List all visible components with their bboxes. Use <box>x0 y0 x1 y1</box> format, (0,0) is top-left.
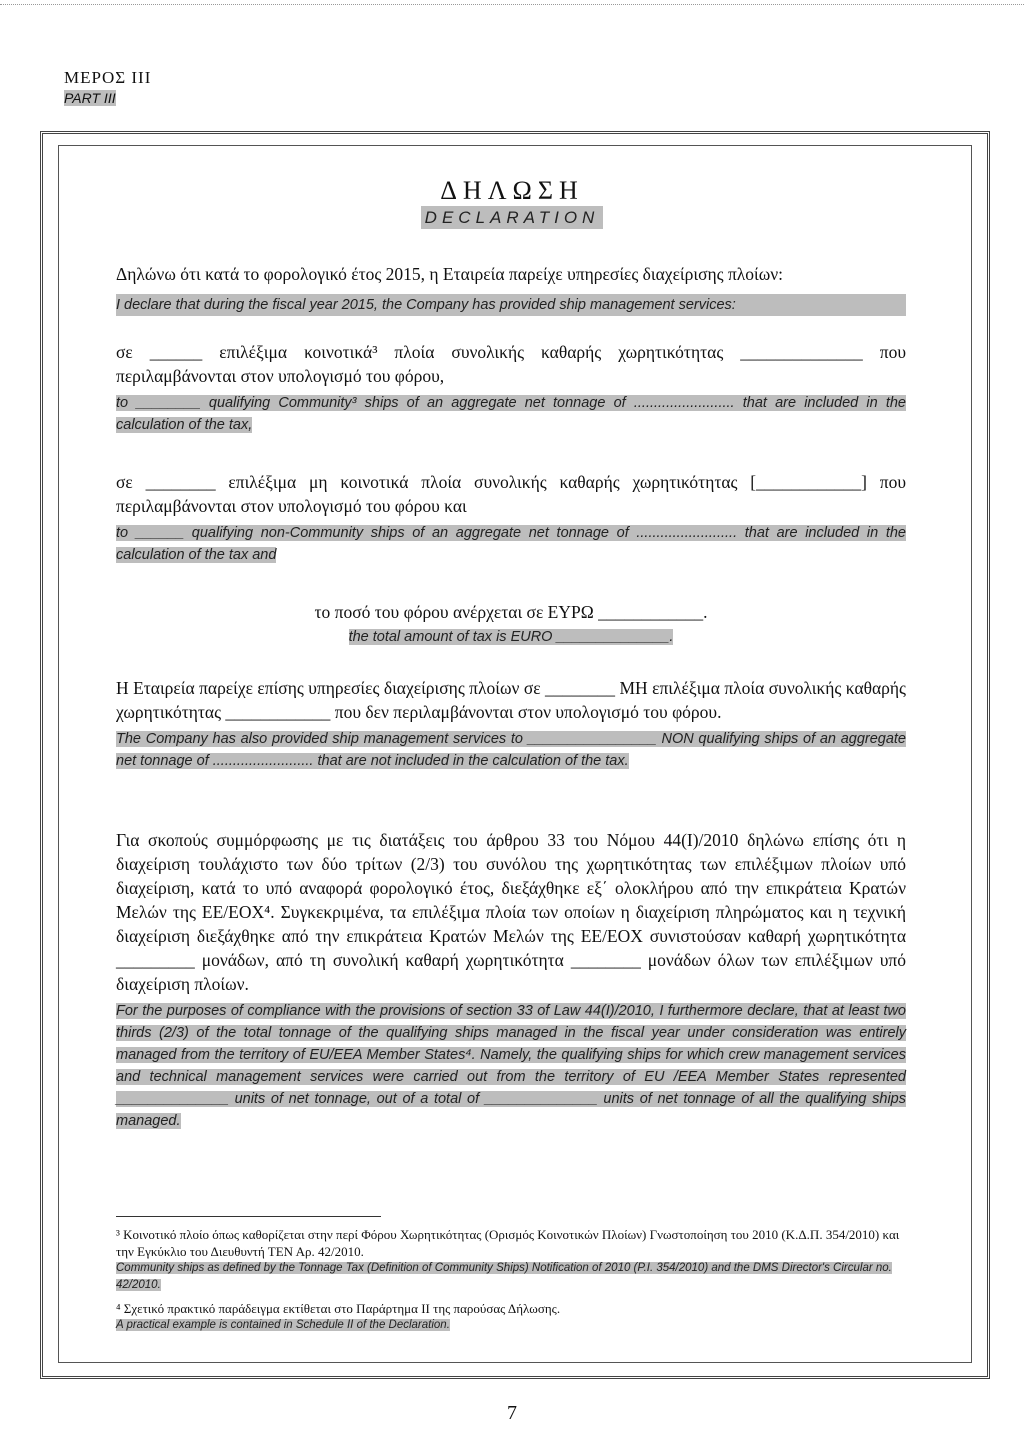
non-community-ships-english: to ______ qualifying non-Community ships of an aggregate net tonnage of ......................... that are included in the calculation of the tax and <box>116 525 906 563</box>
footnote-4-greek: ⁴ Σχετικό πρακτικό παράδειγμα εκτίθεται στο Παράρτημα ΙΙ της παρούσας Δήλωσης. <box>116 1301 561 1316</box>
declaration-title-english-wrap <box>0 208 1024 228</box>
tax-amount-english: the total amount of tax is EURO ______________. <box>348 629 674 645</box>
compliance-greek: Για σκοπούς συμμόρφωσης με τις διατάξεις του άρθρου 33 του Νόμου 44(Ι)/2010 δηλώνω επίσης ότι η διαχείριση τουλάχιστο των δύο τρίτων (2/3) του συνόλου της χωρητικότητας των επιλέξιμων πλοίων υπό διαχείριση, κατά το υπό αναφορά φορολογικό έτος, διεξάχθηκε εξ΄ ολοκλήρου από την επικράτεια Κρατών Μελών της ΕΕ/ΕΟΧ⁴. Συγκεκριμένα, τα επιλέξιμα πλοία των οποίων η διαχείριση πληρώματος και η τεχνική διαχείριση διεξάχθηκε από την επικράτεια Κρατών Μελών της ΕΕ/ΕΟΧ συνιστούσαν καθαρή χωρητικότητα _________ μονάδων, από τη συνολική καθαρή χωρητικότητα ________ μονάδων όλων των επιλέξιμων υπό διαχείριση πλοίων. <box>116 830 906 994</box>
part-heading-greek: ΜΕΡΟΣ ΙΙΙ <box>64 68 152 87</box>
declaration-title-greek: ΔΗΛΩΣΗ <box>440 176 584 205</box>
footnote-3-greek: ³ Κοινοτικό πλοίο όπως καθορίζεται στην περί Φόρου Χωρητικότητας (Ορισμός Κοινοτικών Πλοίων) Γνωστοποίηση του 2010 (Κ.Δ.Π. 354/2010) και την Εγκύκλιο του Διευθυντή ΤΕΝ Αρ. 42/2010. <box>116 1227 900 1259</box>
part-heading-english: PART III <box>64 90 116 106</box>
tax-amount-block <box>116 600 906 648</box>
intro-greek: Δηλώνω ότι κατά το φορολογικό έτος 2015, η Εταιρεία παρείχε υπηρεσίες διαχείρισης πλοίων: <box>116 264 784 284</box>
non-qualifying-ships-greek: Η Εταιρεία παρείχε επίσης υπηρεσίες διαχείρισης πλοίων σε ________ ΜΗ επιλέξιμα πλοία συνολικής καθαρής χωρητικότητας ____________ που δεν περιλαμβάνονται στον υπολογισμό του φόρου. <box>116 678 906 722</box>
non-community-ships-greek: σε ________ επιλέξιμα μη κοινοτικά πλοία συνολικής καθαρής χωρητικότητας [____________] που περιλαμβάνονται στον υπολογισμό του φόρου και <box>116 472 906 516</box>
footnote-3-english: Community ships as defined by the Tonnage Tax (Definition of Community Ships) Notification of 2010 (P.I. 354/2010) and the DMS Director's Circular no. 42/2010. <box>116 1262 892 1291</box>
non-qualifying-ships-block <box>116 676 906 772</box>
intro-block <box>116 262 906 316</box>
community-ships-greek: σε ______ επιλέξιμα κοινοτικά³ πλοία συνολικής καθαρής χωρητικότητας ______________ που περιλαμβάνονται στον υπολογισμό του φόρου, <box>116 342 906 386</box>
community-ships-english: to ________ qualifying Community³ ships of an aggregate net tonnage of ......................... that are included in the calculation of the tax, <box>116 395 906 433</box>
scan-top-edge <box>0 4 1024 5</box>
footnote-4-english: A practical example is contained in Schedule II of the Declaration. <box>116 1319 450 1331</box>
tax-amount-greek: το ποσό του φόρου ανέρχεται σε ΕΥΡΩ ____________. <box>314 602 708 622</box>
declaration-title-english: DECLARATION <box>421 206 604 229</box>
non-qualifying-ships-english: The Company has also provided ship management services to ________________ NON qualifying ships of an aggregate net tonnage of ......................... that are not included in the calculation of the tax. <box>116 731 906 769</box>
non-community-ships-block <box>116 470 906 566</box>
compliance-block <box>116 828 906 1132</box>
compliance-english: For the purposes of compliance with the provisions of section 33 of Law 44(I)/2010, I furthermore declare, that at least two thirds (2/3) of the total tonnage of the qualifying ships managed in the fiscal year under consideration was entirely managed from the territory of EU/EEA Member States⁴. Namely, the qualifying ships for which crew management services and technical management services were carried out from the territory of EU /EEA Member States represented ______________ units of net tonnage, out of a total of ______________ units of net tonnage of all the qualifying ships managed. <box>116 1003 906 1129</box>
footnote-separator <box>116 1216 381 1217</box>
footnote-3 <box>116 1226 906 1294</box>
intro-english: I declare that during the fiscal year 2015, the Company has provided ship management services: <box>116 294 906 316</box>
page-number: 7 <box>507 1402 517 1424</box>
community-ships-block <box>116 340 906 436</box>
footnote-4 <box>116 1300 906 1334</box>
